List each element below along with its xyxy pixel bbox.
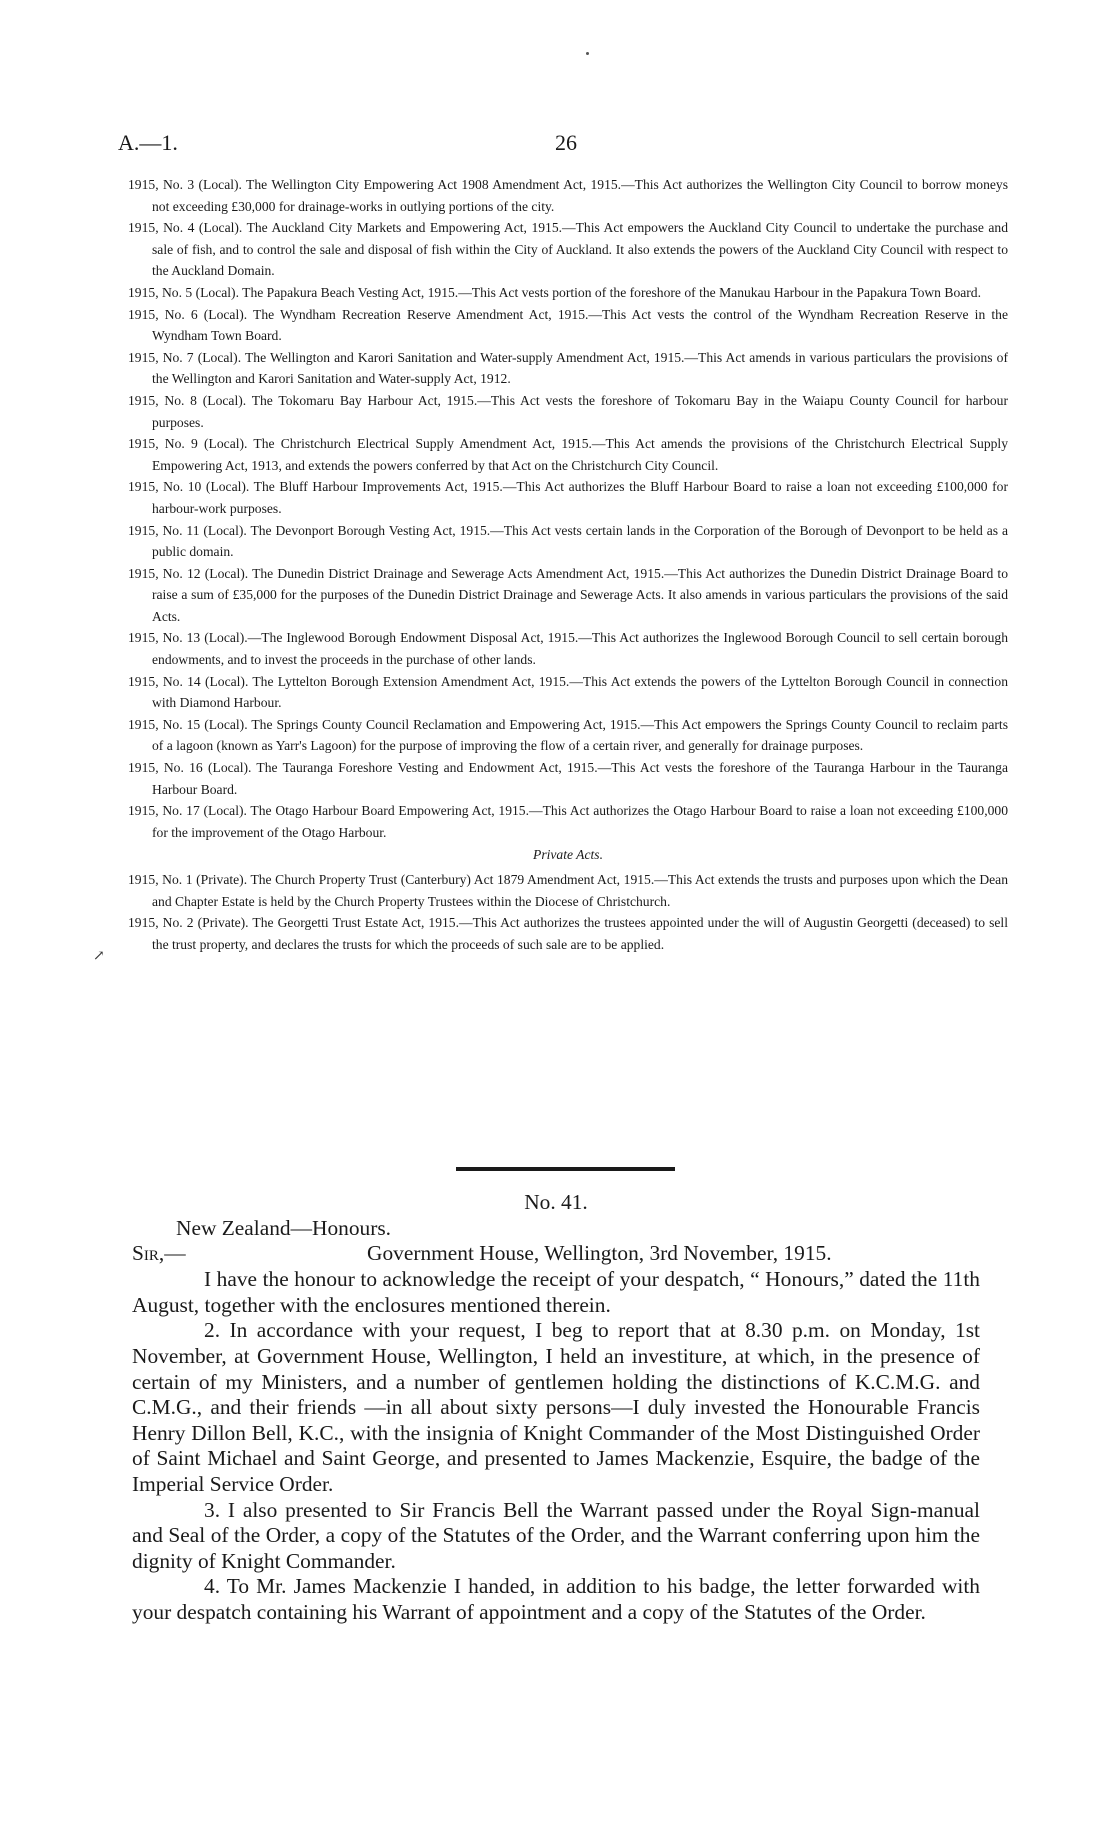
act-entry: 1915, No. 7 (Local). The Wellington and Karori Sanitation and Water-supply Amendment Act, 1915.—This Act amends in various particulars the provisions of the Wellington and Karori Sanitation and Water-supply Act, 1912. xyxy=(128,349,1008,387)
page-number: 26 xyxy=(555,130,577,155)
section-divider xyxy=(456,1167,675,1171)
act-entry: 1915, No. 16 (Local). The Tauranga Foreshore Vesting and Endowment Act, 1915.—This Act vests the foreshore of the Tauranga Harbour in the Tauranga Harbour Board. xyxy=(128,760,1008,797)
acts-summary xyxy=(128,174,1008,955)
letter-paragraph: 4. To Mr. James Mackenzie I handed, in addition to his badge, the letter forwarded with your despatch containing his Warrant of appointment and a copy of the Statutes of the Order. xyxy=(132,1574,980,1624)
letter-paragraph: 3. I also presented to Sir Francis Bell the Warrant passed under the Royal Sign-manual and Seal of the Order, a copy of the Statutes of the Order, and the Warrant conferring upon him the dignity of Knight Commander. xyxy=(132,1497,980,1573)
stray-mark xyxy=(586,52,589,55)
despatch-subject: New Zealand—Honours. xyxy=(176,1215,392,1240)
place-and-date: Government House, Wellington, 3rd November, 1915. xyxy=(367,1241,832,1266)
letter-paragraph: 2. In accordance with your request, I beg to report that at 8.30 p.m. on Monday, 1st November, at Government House, Wellington, I held an investiture, at which, in the presence of certain of my Ministers, and a number of gentlemen holding the distinctions of K.C.M.G. and C.M.G., and their friends —in all about sixty persons—I duly invested the Honourable Francis Henry Dillon Bell, K.C., with the insignia of Knight Commander of the Most Distinguished Order of Saint Michael and Saint George, and presented to James Mackenzie, Esquire, the badge of the Imperial Service Order. xyxy=(132,1318,980,1496)
act-entry: 1915, No. 15 (Local). The Springs County Council Reclamation and Empowering Act, 1915.—This Act empowers the Springs County Council to reclaim parts of a lagoon (known as Yarr's Lagoon) for the purpose of improving the flow of a certain river, and generally for drainage purposes. xyxy=(128,716,1008,754)
act-entry: 1915, No. 14 (Local). The Lyttelton Borough Extension Amendment Act, 1915.—This Act extends the powers of the Lyttelton Borough Council in connection with Diamond Harbour. xyxy=(128,673,1008,711)
salutation: Sir,— xyxy=(132,1241,186,1266)
act-entry: 1915, No. 12 (Local). The Dunedin District Drainage and Sewerage Acts Amendment Act, 1915.—This Act authorizes the Dunedin District Drainage Board to raise a sum of £35,000 for the purposes of the Dunedin District Drainage and Sewerage Acts. It also amends in various particulars the provisions of the said Acts. xyxy=(128,565,1008,624)
act-entry: 1915, No. 6 (Local). The Wyndham Recreation Reserve Amendment Act, 1915.—This Act vests the control of the Wyndham Recreation Reserve in the Wyndham Town Board. xyxy=(128,306,1008,344)
act-entry: 1915, No. 2 (Private). The Georgetti Trust Estate Act, 1915.—This Act authorizes the trustees appointed under the will of Augustin Georgetti (deceased) to sell the trust property, and declares the trusts for which the proceeds of such sale are to be applied. xyxy=(128,915,1008,952)
act-entry: 1915, No. 13 (Local).—The Inglewood Borough Endowment Disposal Act, 1915.—This Act authorizes the Inglewood Borough Council to sell certain borough endowments, and to invest the proceeds in the purchase of other lands. xyxy=(128,630,1008,668)
act-entry: 1915, No. 8 (Local). The Tokomaru Bay Harbour Act, 1915.—This Act vests the foreshore of Tokomaru Bay in the Waiapu County Council for harbour purposes. xyxy=(128,392,1008,430)
act-entry: 1915, No. 4 (Local). The Auckland City Markets and Empowering Act, 1915.—This Act empowers the Auckland City Council to undertake the purchase and sale of fish, and to control the sale and disposal of fish within the City of Auckland. It also extends the powers of the Auckland City Council with respect to the Auckland Domain. xyxy=(128,220,1008,279)
despatch-letter xyxy=(132,1186,980,1626)
act-entry: 1915, No. 17 (Local). The Otago Harbour Board Empowering Act, 1915.—This Act authorizes the Otago Harbour Board to raise a loan not exceeding £100,000 for the improvement of the Otago Harbour. xyxy=(128,803,1008,840)
letter-paragraph: I have the honour to acknowledge the receipt of your despatch, “ Honours,” dated the 11th August, together with the enclosures mentioned therein. xyxy=(132,1267,980,1317)
act-entry: 1915, No. 9 (Local). The Christchurch Electrical Supply Amendment Act, 1915.—This Act amends the provisions of the Christchurch Electrical Supply Empowering Act, 1913, and extends the powers conferred by that Act on the Christchurch City Council. xyxy=(128,436,1008,473)
private-acts-heading: Private Acts. xyxy=(533,847,603,863)
act-entry: 1915, No. 3 (Local). The Wellington City Empowering Act 1908 Amendment Act, 1915.—This Act authorizes the Wellington City Council to borrow moneys not exceeding £30,000 for drainage-works in outlying portions of the city. xyxy=(128,177,1008,214)
margin-arrow-mark: ↗ xyxy=(93,949,105,964)
act-entry: 1915, No. 5 (Local). The Papakura Beach Vesting Act, 1915.—This Act vests portion of the foreshore of the Manukau Harbour in the Papakura Town Board. xyxy=(128,284,981,300)
page-header xyxy=(118,130,998,160)
act-entry: 1915, No. 1 (Private). The Church Property Trust (Canterbury) Act 1879 Amendment Act, 1915.—This Act extends the trusts and purposes upon which the Dean and Chapter Estate is held by the Church Property Trustees within the Diocese of Christchurch. xyxy=(128,872,1008,909)
salutation-line xyxy=(132,1241,980,1267)
document-reference: A.—1. xyxy=(118,130,178,155)
act-entry: 1915, No. 10 (Local). The Bluff Harbour Improvements Act, 1915.—This Act authorizes the Bluff Harbour Board to raise a loan not exceeding £100,000 for harbour-work purposes. xyxy=(128,479,1008,516)
despatch-number: No. 41. xyxy=(524,1190,588,1214)
act-entry: 1915, No. 11 (Local). The Devonport Borough Vesting Act, 1915.—This Act vests certain lands in the Corporation of the Borough of Devonport to be held as a public domain. xyxy=(128,522,1008,560)
